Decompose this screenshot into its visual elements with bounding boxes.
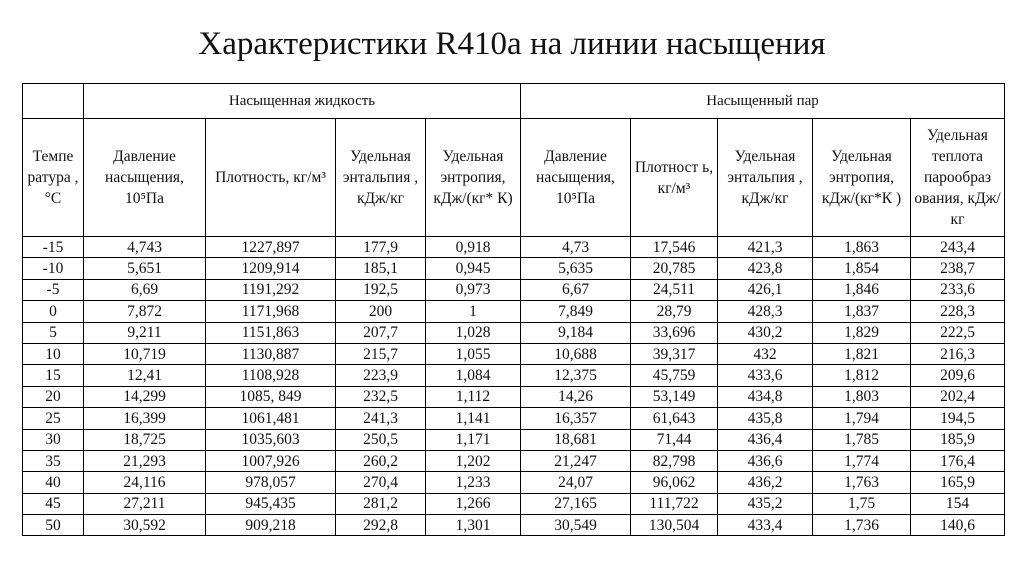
cell-vapor-heat: 238,7 [911,258,1005,279]
cell-vapor-density: 39,317 [631,343,718,364]
cell-liquid-pressure: 18,725 [84,429,206,450]
cell-vapor-entropy: 1,846 [813,279,911,300]
cell-vapor-entropy: 1,794 [813,408,911,429]
table-row [23,408,1005,429]
cell-vapor-pressure: 12,375 [521,365,631,386]
cell-liquid-pressure: 14,299 [84,386,206,407]
group-vapor-header: Насыщенный пар [521,84,1005,119]
cell-vapor-entropy: 1,821 [813,343,911,364]
cell-liquid-entropy: 1,301 [426,515,521,536]
cell-vapor-entropy: 1,829 [813,322,911,343]
cell-vapor-density: 96,062 [631,472,718,493]
cell-liquid-density: 1061,481 [206,408,336,429]
cell-vapor-enthalpy: 435,2 [718,493,813,514]
col-header-vapor-entropy: Удельная энтропия, кДж/(кг*К ) [813,119,911,237]
corner-cell [23,84,84,119]
cell-vapor-pressure: 6,67 [521,279,631,300]
cell-vapor-entropy: 1,837 [813,301,911,322]
cell-liquid-pressure: 16,399 [84,408,206,429]
cell-vapor-heat: 202,4 [911,386,1005,407]
cell-vapor-enthalpy: 421,3 [718,237,813,258]
cell-liquid-density: 978,057 [206,472,336,493]
cell-vapor-heat: 228,3 [911,301,1005,322]
table-row [23,472,1005,493]
cell-vapor-enthalpy: 428,3 [718,301,813,322]
cell-liquid-density: 1191,292 [206,279,336,300]
cell-vapor-heat: 165,9 [911,472,1005,493]
cell-liquid-entropy: 1,028 [426,322,521,343]
cell-vapor-enthalpy: 432 [718,343,813,364]
table-row [23,258,1005,279]
cell-vapor-density: 130,504 [631,515,718,536]
cell-liquid-entropy: 1,202 [426,450,521,471]
table-row [23,237,1005,258]
cell-vapor-heat: 243,4 [911,237,1005,258]
cell-liquid-pressure: 24,116 [84,472,206,493]
cell-vapor-density: 28,79 [631,301,718,322]
cell-liquid-enthalpy: 241,3 [336,408,426,429]
table-row [23,301,1005,322]
cell-vapor-pressure: 5,635 [521,258,631,279]
cell-vapor-heat: 140,6 [911,515,1005,536]
cell-temp: 30 [23,429,84,450]
cell-vapor-heat: 154 [911,493,1005,514]
cell-vapor-enthalpy: 426,1 [718,279,813,300]
cell-liquid-density: 1085, 849 [206,386,336,407]
cell-temp: 15 [23,365,84,386]
cell-liquid-entropy: 0,945 [426,258,521,279]
col-header-vapor-pressure: Давление насыщения, 10⁵Па [521,119,631,237]
cell-temp: -10 [23,258,84,279]
cell-vapor-entropy: 1,736 [813,515,911,536]
cell-temp: 25 [23,408,84,429]
cell-liquid-pressure: 10,719 [84,343,206,364]
cell-liquid-enthalpy: 207,7 [336,322,426,343]
cell-vapor-pressure: 10,688 [521,343,631,364]
table-row [23,343,1005,364]
cell-vapor-pressure: 16,357 [521,408,631,429]
cell-vapor-enthalpy: 433,6 [718,365,813,386]
cell-liquid-density: 1108,928 [206,365,336,386]
col-header-vapor-density: Плотност ь, кг/м³ [631,119,718,237]
cell-vapor-pressure: 14,26 [521,386,631,407]
cell-vapor-pressure: 7,849 [521,301,631,322]
cell-vapor-enthalpy: 423,8 [718,258,813,279]
table-row [23,450,1005,471]
cell-liquid-entropy: 1,084 [426,365,521,386]
cell-temp: 40 [23,472,84,493]
cell-liquid-enthalpy: 270,4 [336,472,426,493]
cell-temp: 10 [23,343,84,364]
cell-liquid-pressure: 5,651 [84,258,206,279]
cell-liquid-pressure: 9,211 [84,322,206,343]
cell-vapor-entropy: 1,774 [813,450,911,471]
cell-liquid-density: 909,218 [206,515,336,536]
cell-vapor-heat: 222,5 [911,322,1005,343]
cell-vapor-pressure: 30,549 [521,515,631,536]
cell-vapor-entropy: 1,803 [813,386,911,407]
cell-liquid-enthalpy: 260,2 [336,450,426,471]
table-row [23,429,1005,450]
cell-liquid-entropy: 1,266 [426,493,521,514]
cell-vapor-pressure: 24,07 [521,472,631,493]
cell-liquid-density: 1035,603 [206,429,336,450]
cell-liquid-density: 1130,887 [206,343,336,364]
cell-liquid-enthalpy: 215,7 [336,343,426,364]
cell-liquid-pressure: 6,69 [84,279,206,300]
cell-vapor-density: 24,511 [631,279,718,300]
cell-liquid-enthalpy: 200 [336,301,426,322]
cell-liquid-enthalpy: 281,2 [336,493,426,514]
cell-liquid-pressure: 27,211 [84,493,206,514]
cell-temp: 5 [23,322,84,343]
cell-vapor-pressure: 9,184 [521,322,631,343]
table-row [23,279,1005,300]
cell-vapor-heat: 209,6 [911,365,1005,386]
cell-liquid-entropy: 0,973 [426,279,521,300]
cell-vapor-heat: 176,4 [911,450,1005,471]
cell-vapor-density: 111,722 [631,493,718,514]
table-row [23,515,1005,536]
cell-liquid-density: 945,435 [206,493,336,514]
cell-liquid-enthalpy: 250,5 [336,429,426,450]
cell-vapor-density: 20,785 [631,258,718,279]
cell-vapor-heat: 194,5 [911,408,1005,429]
cell-vapor-enthalpy: 434,8 [718,386,813,407]
cell-temp: 50 [23,515,84,536]
cell-liquid-entropy: 1,055 [426,343,521,364]
cell-vapor-density: 71,44 [631,429,718,450]
cell-vapor-enthalpy: 435,8 [718,408,813,429]
cell-liquid-pressure: 4,743 [84,237,206,258]
col-header-liquid-entropy: Удельная энтропия, кДж/(кг* К) [426,119,521,237]
group-liquid-header: Насыщенная жидкость [84,84,521,119]
cell-vapor-heat: 233,6 [911,279,1005,300]
cell-vapor-density: 53,149 [631,386,718,407]
cell-vapor-entropy: 1,863 [813,237,911,258]
cell-liquid-density: 1227,897 [206,237,336,258]
cell-vapor-density: 33,696 [631,322,718,343]
cell-vapor-heat: 185,9 [911,429,1005,450]
cell-liquid-entropy: 0,918 [426,237,521,258]
cell-temp: -5 [23,279,84,300]
cell-liquid-enthalpy: 232,5 [336,386,426,407]
cell-liquid-entropy: 1,233 [426,472,521,493]
cell-liquid-enthalpy: 192,5 [336,279,426,300]
cell-liquid-pressure: 21,293 [84,450,206,471]
cell-liquid-entropy: 1,112 [426,386,521,407]
cell-vapor-pressure: 27,165 [521,493,631,514]
table-row [23,365,1005,386]
cell-liquid-entropy: 1,171 [426,429,521,450]
cell-temp: 0 [23,301,84,322]
table-row [23,322,1005,343]
cell-vapor-entropy: 1,75 [813,493,911,514]
cell-vapor-enthalpy: 433,4 [718,515,813,536]
cell-vapor-density: 82,798 [631,450,718,471]
cell-vapor-enthalpy: 430,2 [718,322,813,343]
page-title: Характеристики R410a на линии насыщения [198,26,826,62]
cell-vapor-density: 61,643 [631,408,718,429]
cell-vapor-enthalpy: 436,4 [718,429,813,450]
col-header-liquid-pressure: Давление насыщения, 10⁵Па [84,119,206,237]
cell-vapor-entropy: 1,812 [813,365,911,386]
col-header-liquid-enthalpy: Удельная энтальпия , кДж/кг [336,119,426,237]
cell-liquid-density: 1151,863 [206,322,336,343]
cell-temp: 35 [23,450,84,471]
cell-temp: 20 [23,386,84,407]
cell-liquid-pressure: 30,592 [84,515,206,536]
cell-vapor-entropy: 1,763 [813,472,911,493]
cell-liquid-density: 1007,926 [206,450,336,471]
cell-vapor-entropy: 1,854 [813,258,911,279]
cell-vapor-pressure: 18,681 [521,429,631,450]
cell-vapor-pressure: 4,73 [521,237,631,258]
cell-liquid-enthalpy: 223,9 [336,365,426,386]
cell-temp: -15 [23,237,84,258]
cell-liquid-pressure: 12,41 [84,365,206,386]
cell-vapor-heat: 216,3 [911,343,1005,364]
table-row [23,386,1005,407]
cell-vapor-enthalpy: 436,6 [718,450,813,471]
col-header-liquid-density: Плотность, кг/м³ [206,119,336,237]
cell-vapor-density: 45,759 [631,365,718,386]
cell-liquid-enthalpy: 185,1 [336,258,426,279]
cell-liquid-density: 1171,968 [206,301,336,322]
cell-liquid-pressure: 7,872 [84,301,206,322]
cell-liquid-entropy: 1,141 [426,408,521,429]
cell-vapor-pressure: 21,247 [521,450,631,471]
col-header-vapor-heat: Удельная теплота парообраз ования, кДж/кг [911,119,1005,237]
cell-liquid-enthalpy: 292,8 [336,515,426,536]
cell-vapor-enthalpy: 436,2 [718,472,813,493]
cell-liquid-density: 1209,914 [206,258,336,279]
cell-temp: 45 [23,493,84,514]
col-header-temp: Темпе ратура ,°С [23,119,84,237]
table-row [23,493,1005,514]
cell-vapor-entropy: 1,785 [813,429,911,450]
r410a-table [22,83,1005,536]
cell-liquid-entropy: 1 [426,301,521,322]
cell-liquid-enthalpy: 177,9 [336,237,426,258]
cell-vapor-density: 17,546 [631,237,718,258]
col-header-vapor-enthalpy: Удельная энтальпия , кДж/кг [718,119,813,237]
